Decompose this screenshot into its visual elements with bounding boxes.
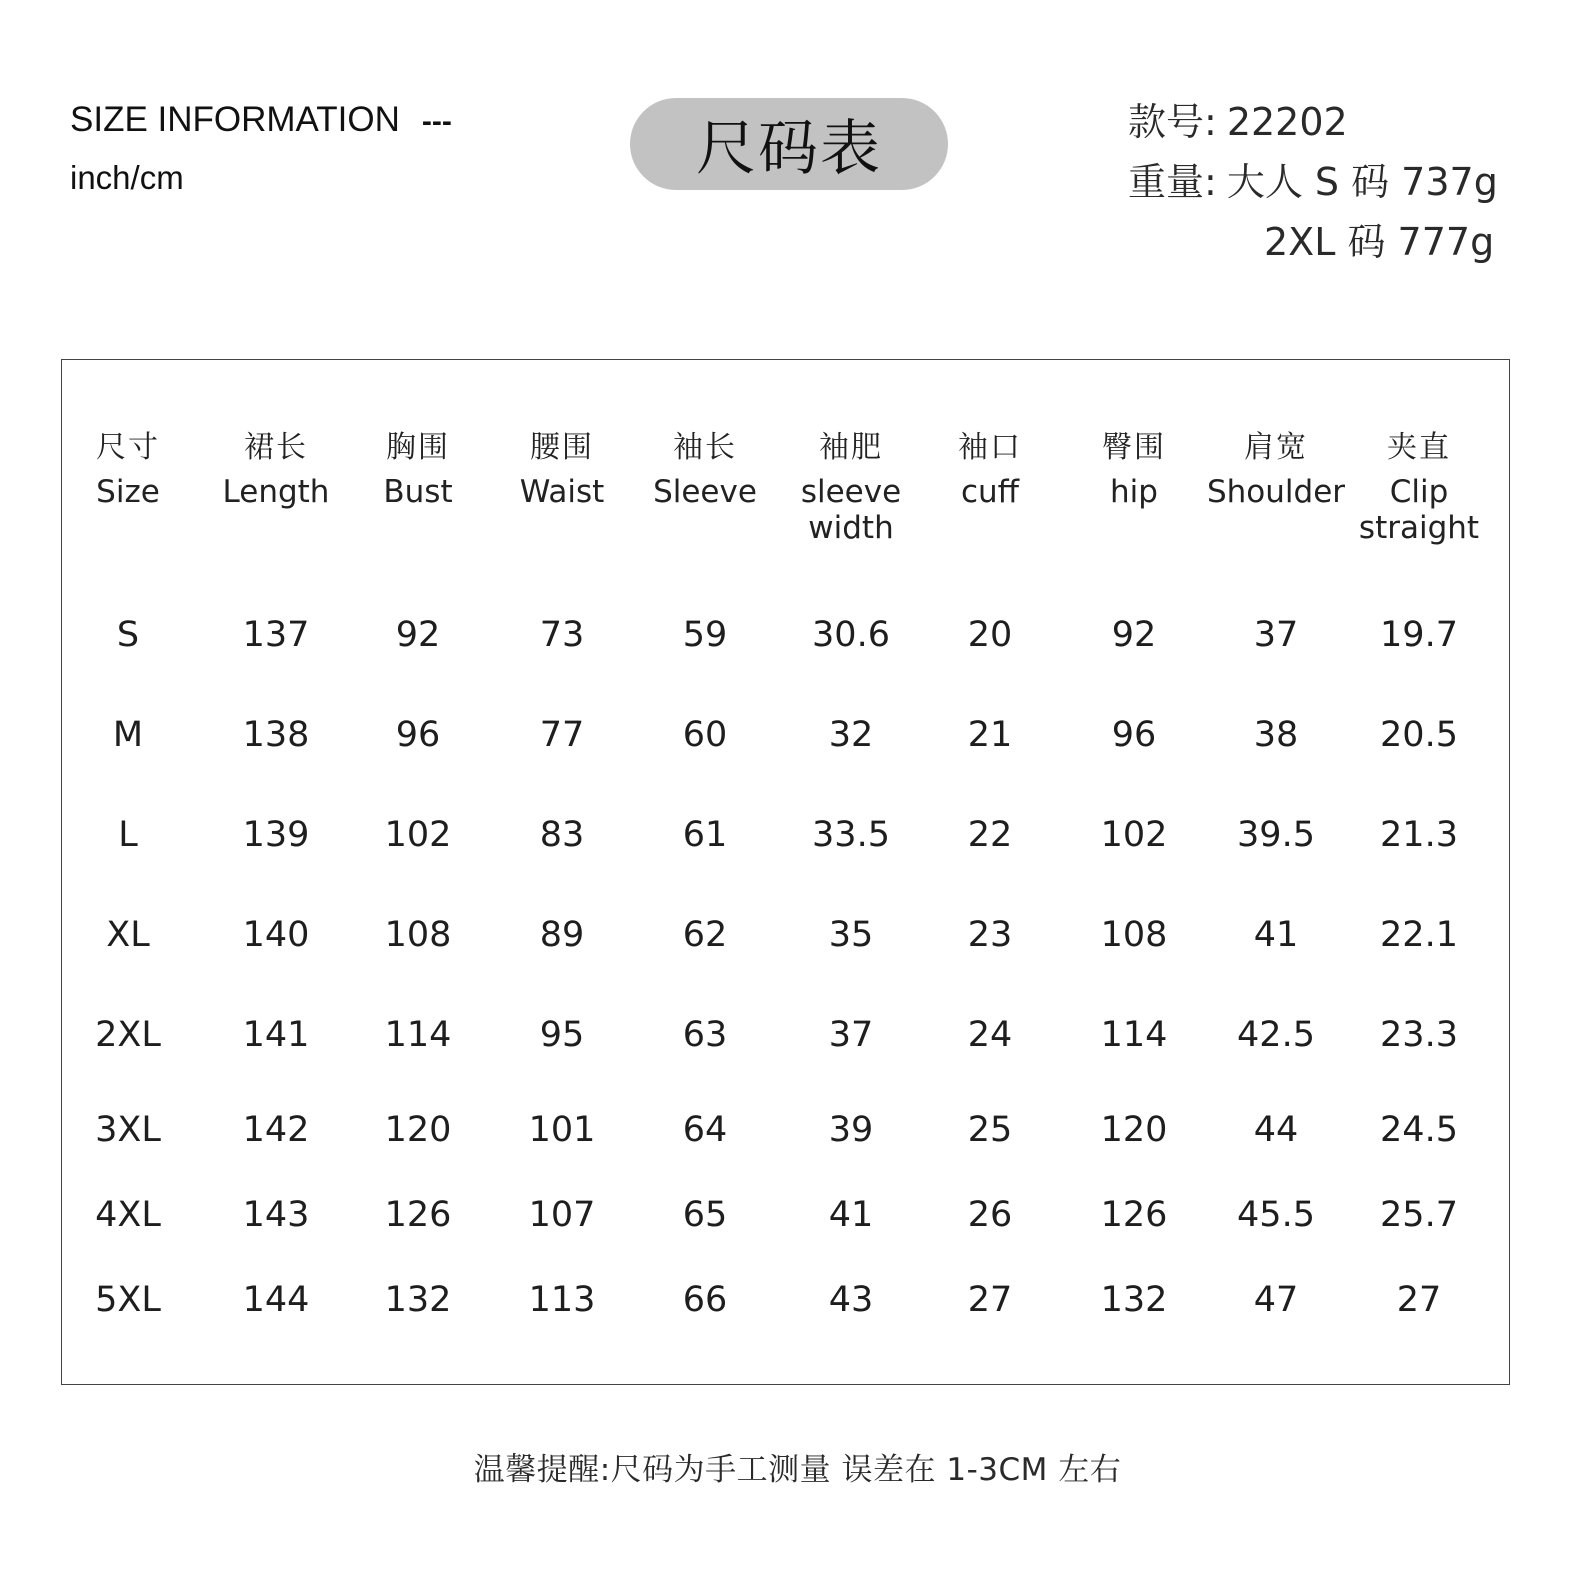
table-cell: 138 — [242, 715, 310, 755]
table-cell: 27 — [1396, 1280, 1442, 1320]
table-cell: 108 — [384, 915, 452, 955]
size-chart-title: 尺码表 — [630, 98, 948, 190]
column-header-cn: 袖长 — [673, 430, 737, 465]
table-cell: 19.7 — [1380, 615, 1458, 655]
column-header-cn: 袖口 — [958, 430, 1022, 465]
table-cell: 114 — [384, 1015, 452, 1055]
column-header-cn: 夹直 — [1387, 430, 1451, 465]
column-header-en: Shoulder — [1206, 474, 1346, 510]
weight-label: 重量: — [1128, 160, 1217, 204]
table-cell: 60 — [682, 715, 728, 755]
size-cell: L — [118, 815, 138, 855]
table-cell: 20.5 — [1380, 715, 1458, 755]
column-header — [1201, 428, 1351, 510]
table-cell: 89 — [539, 915, 585, 955]
column-header-cn: 裙长 — [244, 430, 308, 465]
column-header — [487, 428, 637, 510]
table-cell: 25 — [967, 1110, 1013, 1150]
table-cell: 113 — [528, 1280, 596, 1320]
column-header — [343, 428, 493, 510]
weight-2xl-row — [1128, 212, 1498, 272]
weight-row — [1128, 152, 1498, 212]
column-header-cn: 袖肥 — [819, 430, 883, 465]
table-cell: 33.5 — [812, 815, 890, 855]
column-header-en: Clip straight — [1358, 474, 1480, 546]
table-cell: 95 — [539, 1015, 585, 1055]
table-cell: 21.3 — [1380, 815, 1458, 855]
table-cell: 37 — [828, 1015, 874, 1055]
product-info — [1128, 92, 1498, 272]
table-cell: 63 — [682, 1015, 728, 1055]
column-header-cn: 腰围 — [530, 430, 594, 465]
table-cell: 126 — [384, 1195, 452, 1235]
table-cell: 30.6 — [812, 615, 890, 655]
table-cell: 62 — [682, 915, 728, 955]
column-header-cn: 尺寸 — [96, 430, 160, 465]
table-cell: 73 — [539, 615, 585, 655]
size-cell: 4XL — [95, 1195, 161, 1235]
column-header-en: Length — [222, 474, 330, 510]
weight-2xl-value: 2XL 码 777g — [1264, 220, 1495, 264]
column-header-en: cuff — [960, 474, 1020, 510]
table-cell: 108 — [1100, 915, 1168, 955]
table-cell: 142 — [242, 1110, 310, 1150]
column-header-en: Size — [96, 474, 160, 510]
column-header-en: Bust — [383, 474, 453, 510]
table-cell: 23 — [967, 915, 1013, 955]
table-cell: 23.3 — [1380, 1015, 1458, 1055]
table-cell: 102 — [1100, 815, 1168, 855]
table-cell: 132 — [1100, 1280, 1168, 1320]
size-cell: S — [116, 615, 140, 655]
column-header-cn: 胸围 — [386, 430, 450, 465]
table-cell: 66 — [682, 1280, 728, 1320]
table-cell: 141 — [242, 1015, 310, 1055]
table-cell: 26 — [967, 1195, 1013, 1235]
table-cell: 92 — [395, 615, 441, 655]
table-cell: 27 — [967, 1280, 1013, 1320]
column-header-en: Waist — [519, 474, 605, 510]
column-header-en: Sleeve — [653, 474, 757, 510]
weight-adult-value: 大人 S 码 737g — [1226, 160, 1498, 204]
size-cell: 2XL — [95, 1015, 161, 1055]
size-cell: 5XL — [95, 1280, 161, 1320]
table-cell: 39 — [828, 1110, 874, 1150]
table-cell: 37 — [1253, 615, 1299, 655]
table-cell: 22 — [967, 815, 1013, 855]
header-dash: --- — [421, 105, 452, 138]
table-cell: 41 — [1253, 915, 1299, 955]
size-information-label: SIZE INFORMATION — [70, 100, 400, 139]
table-cell: 114 — [1100, 1015, 1168, 1055]
column-header-en: sleeve width — [800, 474, 902, 546]
column-header — [1344, 428, 1494, 546]
table-cell: 35 — [828, 915, 874, 955]
table-cell: 61 — [682, 815, 728, 855]
table-cell: 39.5 — [1237, 815, 1315, 855]
table-cell: 120 — [1100, 1110, 1168, 1150]
table-cell: 24.5 — [1380, 1110, 1458, 1150]
measurement-note: 温馨提醒:尺码为手工测量 误差在 1-3CM 左右 — [473, 1452, 1122, 1488]
column-header — [776, 428, 926, 546]
table-cell: 101 — [528, 1110, 596, 1150]
table-cell: 126 — [1100, 1195, 1168, 1235]
size-cell: 3XL — [95, 1110, 161, 1150]
size-cell: M — [112, 715, 144, 755]
size-cell: XL — [106, 915, 150, 955]
table-cell: 24 — [967, 1015, 1013, 1055]
table-cell: 102 — [384, 815, 452, 855]
table-cell: 144 — [242, 1280, 310, 1320]
size-information-header — [70, 96, 452, 200]
table-cell: 43 — [828, 1280, 874, 1320]
column-header — [915, 428, 1065, 510]
style-number-row — [1128, 92, 1498, 152]
table-cell: 20 — [967, 615, 1013, 655]
table-cell: 96 — [1111, 715, 1157, 755]
column-header-en: hip — [1110, 474, 1158, 510]
table-cell: 22.1 — [1380, 915, 1458, 955]
table-cell: 45.5 — [1237, 1195, 1315, 1235]
table-cell: 42.5 — [1237, 1015, 1315, 1055]
column-header-cn: 肩宽 — [1244, 430, 1308, 465]
table-cell: 32 — [828, 715, 874, 755]
style-number-label: 款号: — [1128, 100, 1217, 144]
table-cell: 96 — [395, 715, 441, 755]
column-header — [630, 428, 780, 510]
table-cell: 139 — [242, 815, 310, 855]
table-cell: 132 — [384, 1280, 452, 1320]
table-cell: 77 — [539, 715, 585, 755]
table-cell: 65 — [682, 1195, 728, 1235]
table-cell: 140 — [242, 915, 310, 955]
table-cell: 41 — [828, 1195, 874, 1235]
table-cell: 64 — [682, 1110, 728, 1150]
table-cell: 83 — [539, 815, 585, 855]
table-cell: 120 — [384, 1110, 452, 1150]
table-cell: 92 — [1111, 615, 1157, 655]
size-table — [61, 359, 1510, 1385]
table-cell: 143 — [242, 1195, 310, 1235]
column-header — [201, 428, 351, 510]
style-number-value: 22202 — [1226, 100, 1348, 144]
table-cell: 107 — [528, 1195, 596, 1235]
column-header-cn: 臀围 — [1102, 430, 1166, 465]
table-cell: 44 — [1253, 1110, 1299, 1150]
table-cell: 47 — [1253, 1280, 1299, 1320]
table-cell: 38 — [1253, 715, 1299, 755]
column-header — [53, 428, 203, 510]
column-header — [1059, 428, 1209, 510]
units-label: inch/cm — [70, 159, 184, 196]
table-cell: 59 — [682, 615, 728, 655]
table-cell: 25.7 — [1380, 1195, 1458, 1235]
table-cell: 137 — [242, 615, 310, 655]
table-cell: 21 — [967, 715, 1013, 755]
